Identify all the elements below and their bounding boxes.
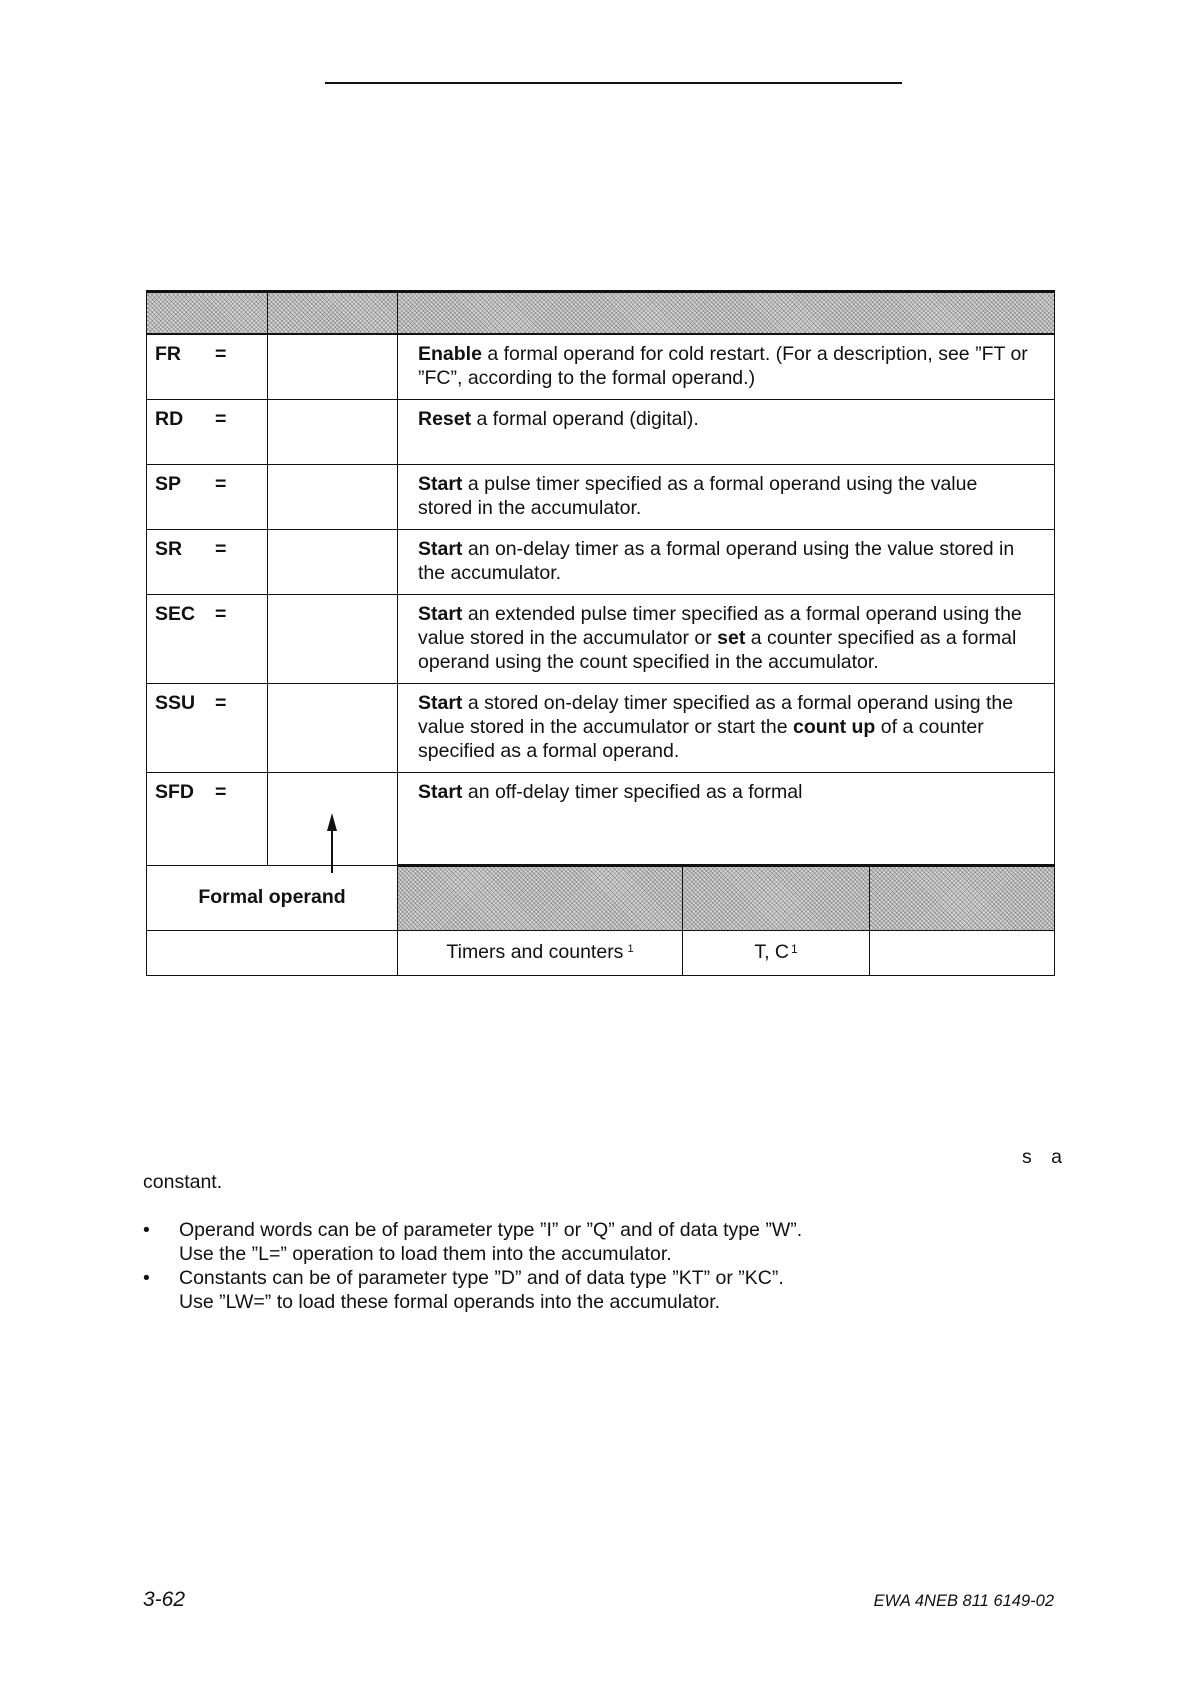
bullet-line: Constants can be of parameter type ”D” and of data type ”KT” or ”KC”. (179, 1267, 784, 1289)
header-hatch-cell (147, 292, 268, 335)
footer-header-row (147, 865, 1055, 930)
timers-counters-cell (398, 930, 683, 975)
desc-keyword: Start (418, 537, 463, 560)
table-row (147, 772, 1055, 865)
table-row (147, 334, 1055, 399)
desc-text: a stored on-delay timer specified as a formal operand using the value stored in the accumulator or start the (418, 691, 1014, 738)
tc-code-text: T, C (754, 941, 789, 963)
footer-data-row (147, 930, 1055, 975)
desc-keyword: Reset (418, 407, 472, 430)
bullet-line: Use the ”L=” operation to load them into the accumulator. (179, 1243, 672, 1265)
desc-text: a pulse timer specified as a formal operand using the value stored in the accumulator. (418, 472, 978, 519)
op-description (398, 683, 1055, 772)
desc-text: of a counter specified as a formal operand. (418, 715, 984, 762)
op-code-cell (147, 529, 268, 594)
desc-keyword: set (717, 626, 746, 649)
formal-operand-cell (268, 594, 398, 683)
desc-keyword: Enable (418, 343, 482, 365)
op-code-cell (147, 334, 268, 399)
op-eq: = (215, 602, 227, 625)
legend-hatch-cell (398, 865, 683, 930)
header-rule (325, 82, 902, 84)
table-header-row (147, 292, 1055, 335)
op-code-cell (147, 772, 268, 865)
bullet-icon: • (143, 1219, 150, 1241)
desc-keyword: Start (418, 472, 463, 495)
desc-keyword: Start (418, 691, 463, 714)
desc-keyword: count up (793, 715, 876, 738)
desc-text: an on-delay timer as a formal operand using the value stored in the accumulator. (418, 537, 1015, 584)
footnote-marker: 1 (627, 943, 634, 955)
op-code: SP (155, 472, 182, 495)
desc-text: a formal operand for cold restart. (For a description, see ”FT or ”FC”, according to the formal operand.) (418, 343, 1028, 389)
op-description (398, 594, 1055, 683)
formal-operand-cell (268, 683, 398, 772)
op-description (398, 529, 1055, 594)
op-code: RD (155, 407, 184, 430)
operations-table (146, 290, 1055, 976)
legend-hatch-cell (870, 865, 1055, 930)
tc-code-cell (683, 930, 870, 975)
formal-operand-cell (268, 529, 398, 594)
desc-text: an off-delay timer specified as a formal (462, 780, 803, 803)
op-description (398, 772, 1055, 865)
bullet-list (143, 1218, 1043, 1314)
op-code: FR (155, 343, 181, 365)
desc-text: an extended pulse timer specified as a formal operand using the value stored in the accumulator or (418, 602, 1022, 649)
op-code-cell (147, 683, 268, 772)
op-eq: = (215, 472, 227, 495)
bullet-line: Operand words can be of parameter type ”I” or ”Q” and of data type ”W”. (179, 1219, 803, 1241)
op-code-cell (147, 399, 268, 464)
table-row (147, 464, 1055, 529)
bullet-line: Use ”LW=” to load these formal operands into the accumulator. (179, 1291, 721, 1313)
op-code: SSU (155, 691, 196, 714)
list-item (143, 1218, 1043, 1266)
empty-cell (147, 930, 398, 975)
table-row (147, 399, 1055, 464)
header-hatch-cell (268, 292, 398, 335)
op-eq: = (215, 343, 227, 365)
op-code: SFD (155, 780, 194, 803)
desc-keyword: Start (418, 602, 463, 625)
table-row (147, 683, 1055, 772)
list-item (143, 1266, 1043, 1314)
formal-operand-cell (268, 334, 398, 399)
bullet-icon: • (143, 1267, 150, 1289)
table-row (147, 529, 1055, 594)
op-eq: = (215, 537, 227, 560)
op-description (398, 464, 1055, 529)
text-fragment: s a (1022, 1146, 1070, 1168)
op-eq: = (215, 407, 227, 430)
op-description (398, 334, 1055, 399)
paragraph-end: constant. (143, 1171, 223, 1193)
empty-cell (870, 930, 1055, 975)
legend-hatch-cell (683, 865, 870, 930)
footnote-marker: 1 (790, 942, 798, 956)
page-number: 3-62 (143, 1588, 186, 1611)
timers-counters-text: Timers and counters (446, 941, 624, 963)
op-code: SR (155, 537, 183, 560)
op-eq: = (215, 780, 227, 803)
desc-text: a formal operand (digital). (471, 407, 699, 430)
formal-operand-label: Formal operand (147, 865, 398, 930)
desc-text: a counter specified as a formal operand using the count specified in the accumulator. (418, 626, 1017, 673)
arrow-up-icon (324, 813, 340, 873)
op-code: SEC (155, 602, 196, 625)
table-row (147, 594, 1055, 683)
formal-operand-cell (268, 464, 398, 529)
desc-keyword: Start (418, 780, 463, 803)
op-code-cell (147, 464, 268, 529)
op-code-cell (147, 594, 268, 683)
formal-operand-cell (268, 399, 398, 464)
document-code: EWA 4NEB 811 6149-02 (873, 1592, 1054, 1610)
header-hatch-cell (398, 292, 1055, 335)
op-eq: = (215, 691, 227, 714)
op-description (398, 399, 1055, 464)
